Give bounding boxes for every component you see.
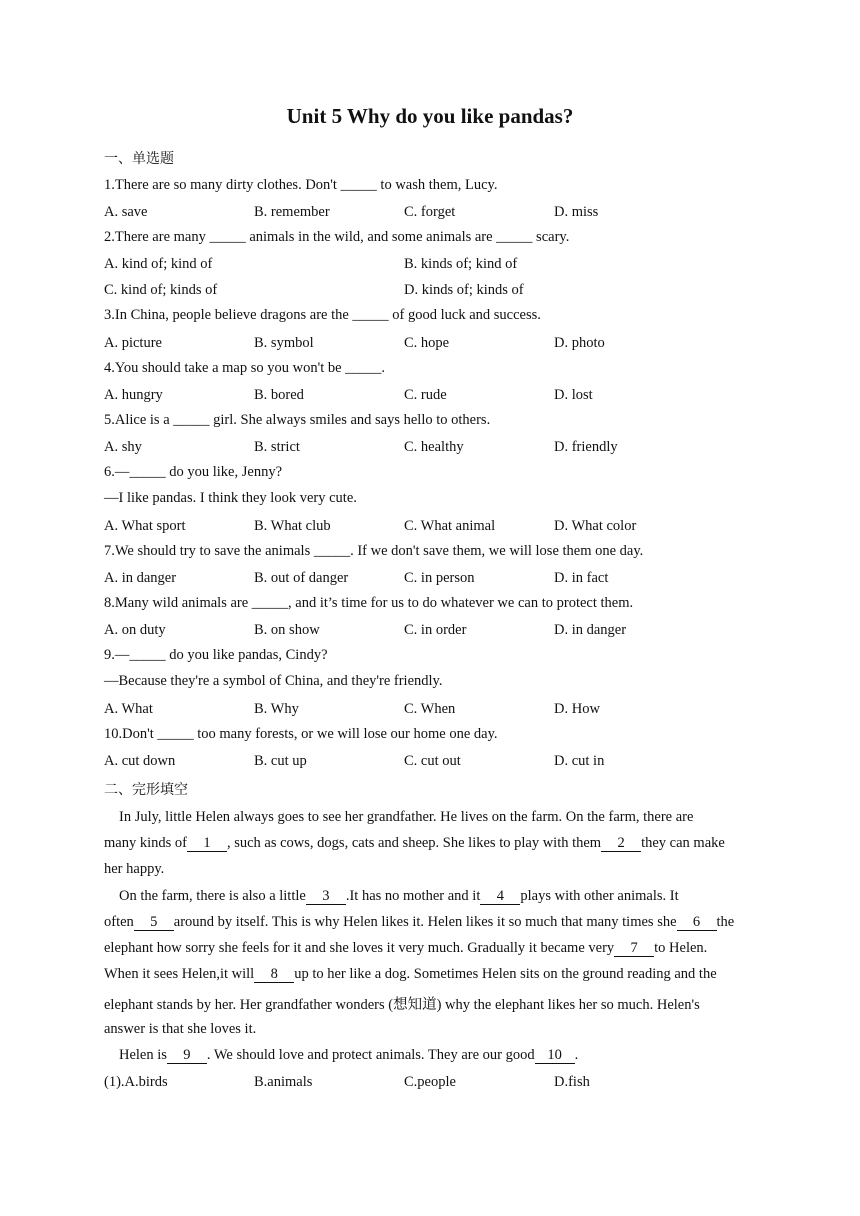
option-b: B. strict	[254, 439, 300, 455]
option-c: C. hope	[404, 335, 450, 351]
option-b: B. symbol	[254, 335, 314, 351]
passage-line: many kinds of 1 , such as cows, dogs, cats and sheep. She likes to play with them 2 they can make	[104, 835, 725, 851]
option-c: C. in order	[404, 622, 467, 638]
blank-3: 3	[306, 889, 346, 905]
option-b: B. remember	[254, 204, 330, 220]
passage-line: In July, little Helen always goes to see her grandfather. He lives on the farm. On the farm, there are	[119, 809, 694, 825]
option-c: C. forget	[404, 204, 456, 220]
passage-line: answer is that she loves it.	[104, 1021, 257, 1037]
option-a: A. What sport	[104, 518, 186, 534]
option-d: D. miss	[554, 204, 599, 220]
blank-4: 4	[480, 889, 520, 905]
blank-8: 8	[254, 967, 294, 983]
option-a: A. cut down	[104, 753, 176, 769]
passage-line: elephant how sorry she feels for it and she loves it very much. Gradually it became very 7 to Helen.	[104, 940, 708, 956]
blank-1: 1	[187, 836, 227, 852]
option-b: B. What club	[254, 518, 331, 534]
option-c: C. in person	[404, 570, 475, 586]
option-b: B. Why	[254, 701, 299, 717]
option-d: D. How	[554, 701, 600, 717]
passage-line: elephant stands by her. Her grandfather wonders (想知道) why the elephant likes her so much. Helen's	[104, 997, 700, 1013]
question-stem: 5.Alice is a _____ girl. She always smiles and says hello to others.	[104, 412, 491, 428]
section-heading-single-choice: 一、单选题	[104, 151, 174, 167]
option-b: B. kinds of; kind of	[404, 256, 518, 272]
question-stem: 7.We should try to save the animals _____. If we don't save them, we will lose them one day.	[104, 543, 644, 559]
option-a: A. kind of; kind of	[104, 256, 213, 272]
option-d: D. lost	[554, 387, 593, 403]
blank-10: 10	[535, 1048, 575, 1064]
question-stem-reply: —I like pandas. I think they look very cute.	[104, 490, 357, 506]
question-stem: 3.In China, people believe dragons are the _____ of good luck and success.	[104, 307, 541, 323]
passage-line: Helen is 9 . We should love and protect animals. They are our good 10 .	[119, 1047, 579, 1063]
question-stem: 10.Don't _____ too many forests, or we will lose our home one day.	[104, 726, 498, 742]
passage-line: often 5 around by itself. This is why Helen likes it. Helen likes it so much that many times she 6 the	[104, 914, 735, 930]
passage-line: On the farm, there is also a little 3 .It has no mother and it 4 plays with other animals. It	[119, 888, 679, 904]
question-stem: 6.—_____ do you like, Jenny?	[104, 464, 283, 480]
option-a: A. hungry	[104, 387, 163, 403]
question-stem-reply: —Because they're a symbol of China, and they're friendly.	[104, 673, 443, 689]
passage-line: When it sees Helen,it will 8 up to her like a dog. Sometimes Helen sits on the ground reading and the	[104, 966, 717, 982]
option-c: C. kind of; kinds of	[104, 282, 218, 298]
worksheet-title: Unit 5 Why do you like pandas?	[286, 104, 574, 128]
cloze-option-c: C.people	[404, 1074, 456, 1090]
option-d: D. in danger	[554, 622, 627, 638]
blank-5: 5	[134, 915, 174, 931]
option-a: A. on duty	[104, 622, 166, 638]
passage-line: her happy.	[104, 861, 165, 877]
cloze-option-d: D.fish	[554, 1074, 590, 1090]
option-c: C. healthy	[404, 439, 464, 455]
option-a: A. shy	[104, 439, 142, 455]
question-stem: 4.You should take a map so you won't be _____.	[104, 360, 386, 376]
blank-7: 7	[614, 941, 654, 957]
option-b: B. out of danger	[254, 570, 349, 586]
option-d: D. in fact	[554, 570, 609, 586]
blank-6: 6	[677, 915, 717, 931]
option-b: B. cut up	[254, 753, 307, 769]
option-d: D. photo	[554, 335, 605, 351]
option-d: D. cut in	[554, 753, 605, 769]
option-d: D. friendly	[554, 439, 618, 455]
blank-2: 2	[601, 836, 641, 852]
option-a: A. What	[104, 701, 153, 717]
option-b: B. on show	[254, 622, 320, 638]
option-b: B. bored	[254, 387, 304, 403]
cloze-option-b: B.animals	[254, 1074, 313, 1090]
question-stem: 8.Many wild animals are _____, and it’s time for us to do whatever we can to protect them.	[104, 595, 634, 611]
cloze-option-a: (1).A.birds	[104, 1074, 168, 1090]
question-stem: 1.There are so many dirty clothes. Don't _____ to wash them, Lucy.	[104, 177, 498, 193]
option-a: A. save	[104, 204, 148, 220]
option-d: D. What color	[554, 518, 637, 534]
question-stem: 9.—_____ do you like pandas, Cindy?	[104, 647, 328, 663]
blank-9: 9	[167, 1048, 207, 1064]
option-a: A. in danger	[104, 570, 177, 586]
section-heading-cloze: 二、完形填空	[104, 782, 188, 798]
question-stem: 2.There are many _____ animals in the wild, and some animals are _____ scary.	[104, 229, 570, 245]
option-c: C. cut out	[404, 753, 461, 769]
option-a: A. picture	[104, 335, 162, 351]
option-c: C. What animal	[404, 518, 496, 534]
option-d: D. kinds of; kinds of	[404, 282, 524, 298]
option-c: C. rude	[404, 387, 447, 403]
option-c: C. When	[404, 701, 456, 717]
